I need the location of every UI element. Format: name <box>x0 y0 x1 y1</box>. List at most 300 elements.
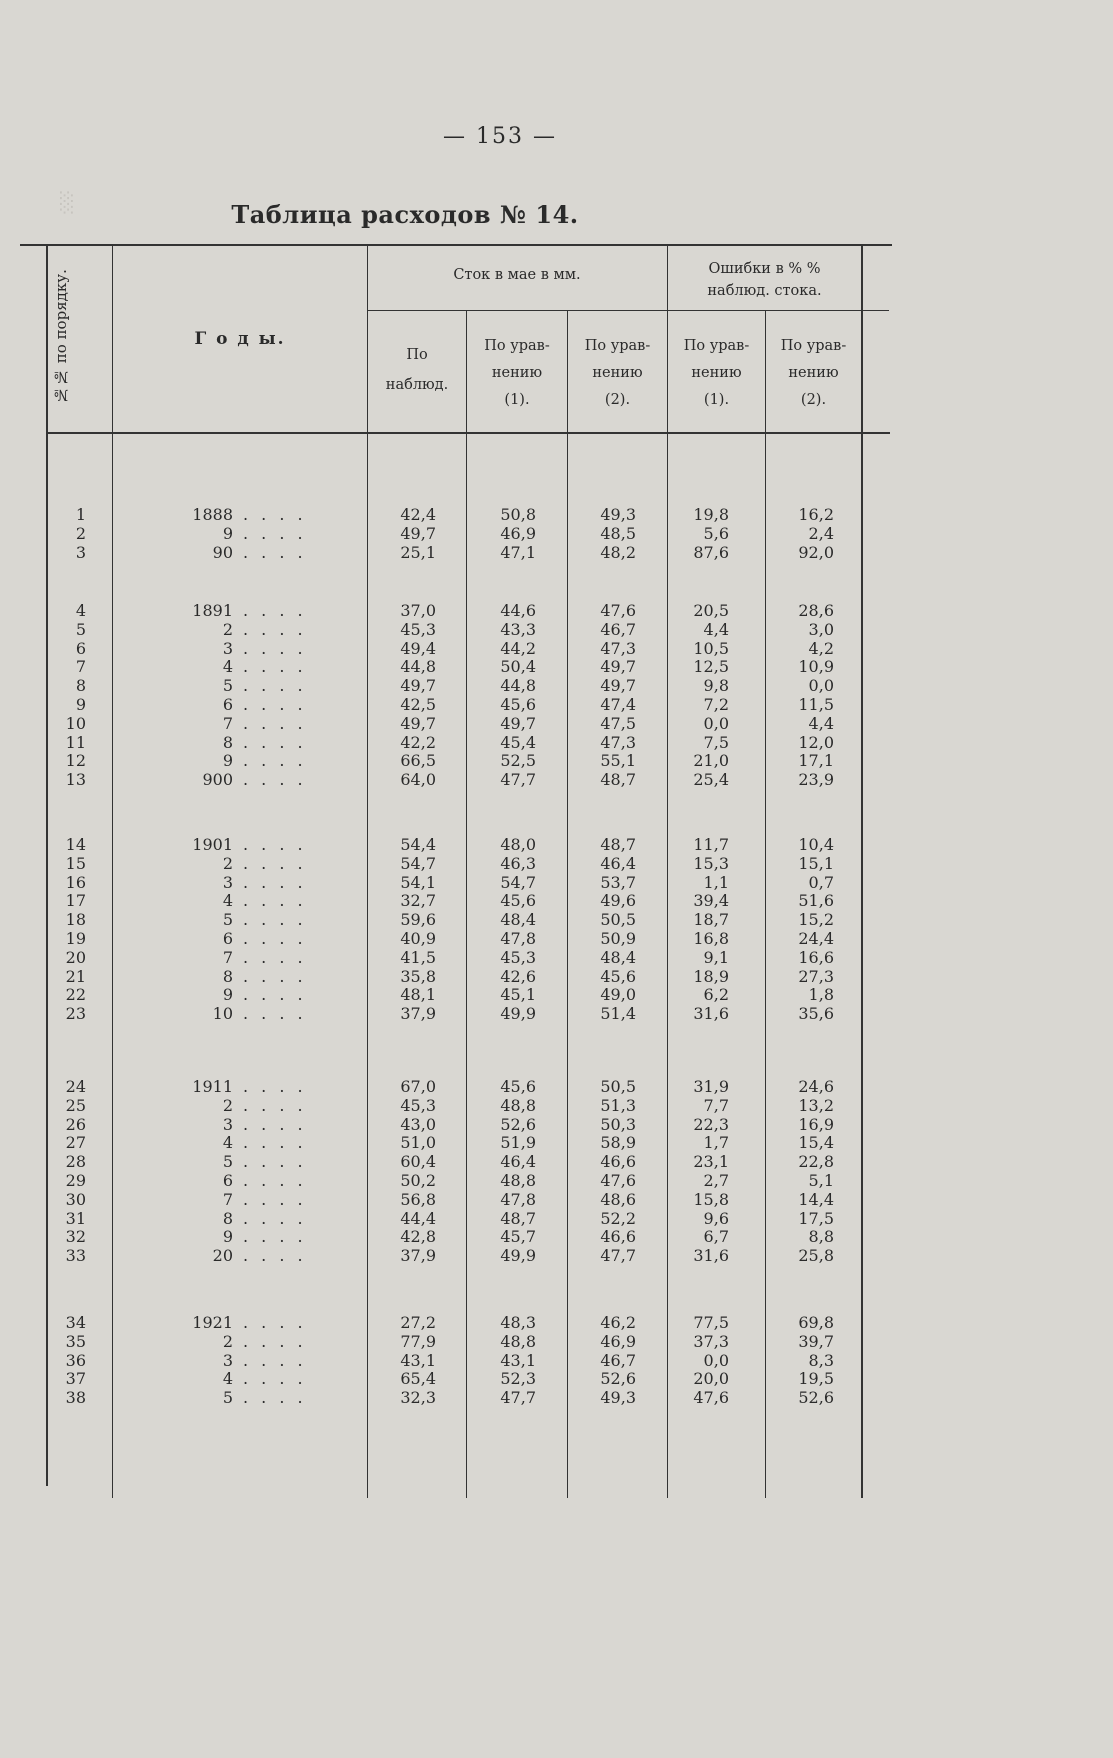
eq1-error-cell: 31,9 <box>693 1077 729 1096</box>
col-divider-eq2 <box>567 310 568 1498</box>
observed-runoff-cell: 41,5 <box>400 947 436 967</box>
row-number-cell: 10 <box>65 713 86 733</box>
eq1-runoff-cell: 47,7 <box>500 770 536 790</box>
leader-dots: . . . . <box>243 676 307 696</box>
eq1-error-cell: 7,5 <box>703 732 729 752</box>
eq1-error-cell: 15,8 <box>693 1189 729 1209</box>
observed-runoff-cell: 27,2 <box>400 1313 436 1332</box>
eq2-error-cell: 11,5 <box>798 695 834 714</box>
row-number-cell: 24 <box>65 1077 86 1096</box>
year-cell: 8 <box>222 732 233 752</box>
row-number-cell: 15 <box>65 853 86 873</box>
eq2-runoff-cell: 48,4 <box>600 947 636 967</box>
eq2-error-cell: 25,8 <box>798 1246 834 1266</box>
eq1-runoff-cell: 47,8 <box>500 929 536 948</box>
eq1-error-cell: 0,0 <box>703 713 729 733</box>
year-cell: 1911 <box>192 1077 233 1096</box>
eq1-error-cell: 87,6 <box>693 542 729 562</box>
eq1-runoff-cell: 50,4 <box>500 657 536 677</box>
eq2-error-cell: 0,0 <box>808 676 834 696</box>
eq1-runoff-cell: 45,6 <box>500 891 536 911</box>
eq1-runoff-cell: 46,3 <box>500 853 536 873</box>
eq2-runoff-cell: 46,7 <box>600 1350 636 1370</box>
eq1-header-3: (1). <box>504 392 530 408</box>
year-cell: 9 <box>222 523 233 543</box>
row-number-cell: 38 <box>65 1388 86 1408</box>
eq1-runoff-cell: 49,9 <box>500 1246 536 1266</box>
row-number-cell: 7 <box>75 657 86 677</box>
row-number-cell: 9 <box>75 695 86 714</box>
eq1-error-cell: 16,8 <box>693 929 729 948</box>
eq1-error-cell: 22,3 <box>693 1114 729 1134</box>
eq2-error-cell: 17,5 <box>798 1208 834 1228</box>
eq2-error-cell: 8,3 <box>808 1350 834 1370</box>
eq2-runoff-cell: 47,6 <box>600 1171 636 1190</box>
eq2-error-cell: 14,4 <box>798 1189 834 1209</box>
subheader-rule <box>368 310 889 311</box>
observed-runoff-cell: 42,5 <box>400 695 436 714</box>
eq2-error-cell: 39,7 <box>798 1331 834 1351</box>
leader-dots: . . . . <box>243 985 307 1005</box>
eq1-error-cell: 18,7 <box>693 910 729 930</box>
eq2-error-cell: 22,8 <box>798 1152 834 1172</box>
eq2-runoff-cell: 49,3 <box>600 505 636 524</box>
eq2-runoff-cell: 49,6 <box>600 891 636 911</box>
row-number-cell: 16 <box>65 872 86 892</box>
col-divider-err2 <box>765 310 766 1498</box>
eq1-runoff-cell: 48,4 <box>500 910 536 930</box>
eq1-error-cell: 15,3 <box>693 853 729 873</box>
eq2-error-cell: 10,9 <box>798 657 834 677</box>
observed-runoff-cell: 54,4 <box>400 835 436 854</box>
leader-dots: . . . . <box>243 1004 307 1024</box>
observed-runoff-cell: 59,6 <box>400 910 436 930</box>
eq2-error-cell: 17,1 <box>798 751 834 771</box>
leader-dots: . . . . <box>243 770 307 790</box>
eq2-error-cell: 12,0 <box>798 732 834 752</box>
leader-dots: . . . . <box>243 1369 307 1389</box>
row-number-cell: 20 <box>65 947 86 967</box>
eq1-error-cell: 7,2 <box>703 695 729 714</box>
leader-dots: . . . . <box>243 695 307 714</box>
row-number-cell: 17 <box>65 891 86 911</box>
observed-runoff-cell: 43,1 <box>400 1350 436 1370</box>
eq1-runoff-cell: 49,9 <box>500 1004 536 1024</box>
eq1-runoff-cell: 45,1 <box>500 985 536 1005</box>
year-cell: 5 <box>222 910 233 930</box>
obs-header-2: наблюд. <box>385 377 449 393</box>
eq2-error-cell: 16,6 <box>798 947 834 967</box>
observed-runoff-cell: 67,0 <box>400 1077 436 1096</box>
leader-dots: . . . . <box>243 891 307 911</box>
eq2-runoff-cell: 51,4 <box>600 1004 636 1024</box>
eq2-runoff-cell: 46,6 <box>600 1152 636 1172</box>
eq1-error-cell: 23,1 <box>693 1152 729 1172</box>
year-cell: 6 <box>222 695 233 714</box>
observed-runoff-cell: 32,7 <box>400 891 436 911</box>
eq1-runoff-cell: 52,5 <box>500 751 536 771</box>
eq2-runoff-cell: 47,7 <box>600 1246 636 1266</box>
eq1-error-cell: 39,4 <box>693 891 729 911</box>
row-number-cell: 21 <box>65 966 86 986</box>
row-number-cell: 26 <box>65 1114 86 1134</box>
eq2-runoff-cell: 49,3 <box>600 1388 636 1408</box>
err2-header-3: (2). <box>800 392 827 408</box>
year-cell: 3 <box>222 1350 233 1370</box>
err2-header-1: По урав- <box>780 338 847 354</box>
eq1-runoff-cell: 45,4 <box>500 732 536 752</box>
row-number-cell: 13 <box>65 770 86 790</box>
year-cell: 4 <box>222 1133 233 1153</box>
leader-dots: . . . . <box>243 1388 307 1408</box>
year-cell: 4 <box>222 657 233 677</box>
eq1-runoff-cell: 43,3 <box>500 619 536 639</box>
year-cell: 9 <box>222 1227 233 1247</box>
year-cell: 4 <box>222 891 233 911</box>
col-divider-year <box>112 246 113 1498</box>
eq2-error-cell: 28,6 <box>798 601 834 620</box>
observed-runoff-cell: 66,5 <box>400 751 436 771</box>
eq2-error-cell: 8,8 <box>808 1227 834 1247</box>
observed-runoff-cell: 25,1 <box>400 542 436 562</box>
observed-runoff-cell: 64,0 <box>400 770 436 790</box>
year-cell: 3 <box>222 1114 233 1134</box>
leader-dots: . . . . <box>243 1077 307 1096</box>
observed-runoff-cell: 45,3 <box>400 619 436 639</box>
row-number-cell: 5 <box>75 619 86 639</box>
row-number-cell: 25 <box>65 1095 86 1115</box>
eq2-runoff-cell: 47,6 <box>600 601 636 620</box>
observed-runoff-cell: 42,4 <box>400 505 436 524</box>
eq2-error-cell: 52,6 <box>798 1388 834 1408</box>
row-number-cell: 32 <box>65 1227 86 1247</box>
eq2-runoff-cell: 49,7 <box>600 657 636 677</box>
leader-dots: . . . . <box>243 947 307 967</box>
leader-dots: . . . . <box>243 1208 307 1228</box>
eq2-runoff-cell: 52,2 <box>600 1208 636 1228</box>
eq2-runoff-cell: 47,4 <box>600 695 636 714</box>
err1-header-3: (1). <box>703 392 730 408</box>
year-cell: 7 <box>222 947 233 967</box>
eq1-error-cell: 2,7 <box>703 1171 729 1190</box>
eq1-error-cell: 11,7 <box>693 835 729 854</box>
eq1-error-cell: 77,5 <box>693 1313 729 1332</box>
row-number-cell: 31 <box>65 1208 86 1228</box>
leader-dots: . . . . <box>243 619 307 639</box>
eq2-header-3: (2). <box>604 392 631 408</box>
eq1-runoff-cell: 44,6 <box>500 601 536 620</box>
eq2-runoff-cell: 58,9 <box>600 1133 636 1153</box>
table-right-border <box>861 246 863 1498</box>
eq2-runoff-cell: 53,7 <box>600 872 636 892</box>
leader-dots: . . . . <box>243 1189 307 1209</box>
err2-header-2: нению <box>788 365 839 381</box>
eq2-runoff-cell: 46,2 <box>600 1313 636 1332</box>
eq2-error-cell: 1,8 <box>808 985 834 1005</box>
year-cell: 6 <box>222 1171 233 1190</box>
year-cell: 9 <box>222 985 233 1005</box>
leader-dots: . . . . <box>243 1114 307 1134</box>
eq2-error-cell: 35,6 <box>798 1004 834 1024</box>
eq2-runoff-cell: 48,6 <box>600 1189 636 1209</box>
year-cell: 2 <box>222 1331 233 1351</box>
row-number-cell: 27 <box>65 1133 86 1153</box>
eq2-runoff-cell: 52,6 <box>600 1369 636 1389</box>
eq2-error-cell: 24,6 <box>798 1077 834 1096</box>
eq2-error-cell: 69,8 <box>798 1313 834 1332</box>
eq2-header-2: нению <box>592 365 643 381</box>
eq2-runoff-cell: 50,5 <box>600 1077 636 1096</box>
row-number-cell: 8 <box>75 676 86 696</box>
observed-runoff-cell: 48,1 <box>400 985 436 1005</box>
eq2-error-cell: 24,4 <box>798 929 834 948</box>
row-number-cell: 3 <box>75 542 86 562</box>
year-cell: 5 <box>222 1388 233 1408</box>
eq1-header-2: нению <box>491 365 543 381</box>
year-cell: 3 <box>222 638 233 658</box>
eq1-runoff-cell: 52,6 <box>500 1114 536 1134</box>
eq1-runoff-cell: 48,8 <box>500 1171 536 1190</box>
observed-runoff-cell: 49,7 <box>400 713 436 733</box>
year-header: Г о д ы. <box>194 329 286 349</box>
leader-dots: . . . . <box>243 657 307 677</box>
table-title: Таблица расходов № 14. <box>231 200 579 229</box>
eq2-error-cell: 13,2 <box>798 1095 834 1115</box>
eq1-error-cell: 0,0 <box>703 1350 729 1370</box>
observed-runoff-cell: 60,4 <box>400 1152 436 1172</box>
year-cell: 1901 <box>192 835 233 854</box>
row-number-cell: 37 <box>65 1369 86 1389</box>
eq1-error-cell: 7,7 <box>703 1095 729 1115</box>
year-cell: 3 <box>222 872 233 892</box>
row-number-cell: 12 <box>65 751 86 771</box>
eq2-error-cell: 15,2 <box>798 910 834 930</box>
eq2-runoff-cell: 45,6 <box>600 966 636 986</box>
year-cell: 2 <box>222 619 233 639</box>
eq1-runoff-cell: 51,9 <box>500 1133 536 1153</box>
eq1-runoff-cell: 50,8 <box>500 505 536 524</box>
observed-runoff-cell: 43,0 <box>400 1114 436 1134</box>
eq1-runoff-cell: 48,8 <box>500 1331 536 1351</box>
eq1-header-1: По урав- <box>484 338 550 354</box>
eq1-runoff-cell: 45,6 <box>500 1077 536 1096</box>
eq1-runoff-cell: 45,7 <box>500 1227 536 1247</box>
leader-dots: . . . . <box>243 966 307 986</box>
col-divider-eq1 <box>466 310 467 1498</box>
eq1-error-cell: 18,9 <box>693 966 729 986</box>
year-cell: 1921 <box>192 1313 233 1332</box>
eq2-error-cell: 0,7 <box>808 872 834 892</box>
eq2-runoff-cell: 48,7 <box>600 770 636 790</box>
leader-dots: . . . . <box>243 872 307 892</box>
eq2-runoff-cell: 47,3 <box>600 732 636 752</box>
row-number-cell: 2 <box>75 523 86 543</box>
eq1-error-cell: 25,4 <box>693 770 729 790</box>
observed-runoff-cell: 44,8 <box>400 657 436 677</box>
eq2-runoff-cell: 55,1 <box>600 751 636 771</box>
rownum-header: №№ по порядку. <box>52 269 70 405</box>
eq2-error-cell: 15,1 <box>798 853 834 873</box>
year-cell: 1891 <box>192 601 233 620</box>
eq1-error-cell: 19,8 <box>693 505 729 524</box>
eq2-error-cell: 27,3 <box>798 966 834 986</box>
row-number-cell: 18 <box>65 910 86 930</box>
observed-runoff-cell: 54,7 <box>400 853 436 873</box>
eq2-runoff-cell: 50,5 <box>600 910 636 930</box>
eq1-error-cell: 6,7 <box>703 1227 729 1247</box>
eq1-error-cell: 20,0 <box>693 1369 729 1389</box>
year-cell: 10 <box>212 1004 233 1024</box>
observed-runoff-cell: 49,7 <box>400 676 436 696</box>
eq1-runoff-cell: 54,7 <box>500 872 536 892</box>
runoff-group-header: Сток в мае в мм. <box>453 267 581 283</box>
row-number-cell: 30 <box>65 1189 86 1209</box>
leader-dots: . . . . <box>243 1227 307 1247</box>
leader-dots: . . . . <box>243 713 307 733</box>
year-cell: 7 <box>222 1189 233 1209</box>
top-rule <box>20 244 892 246</box>
leader-dots: . . . . <box>243 1331 307 1351</box>
eq2-error-cell: 5,1 <box>808 1171 834 1190</box>
leader-dots: . . . . <box>243 1350 307 1370</box>
eq1-error-cell: 1,7 <box>703 1133 729 1153</box>
eq2-error-cell: 15,4 <box>798 1133 834 1153</box>
year-cell: 20 <box>212 1246 233 1266</box>
col-divider-err <box>667 246 668 1498</box>
year-cell: 2 <box>222 1095 233 1115</box>
observed-runoff-cell: 51,0 <box>400 1133 436 1153</box>
observed-runoff-cell: 44,4 <box>400 1208 436 1228</box>
eq1-runoff-cell: 48,7 <box>500 1208 536 1228</box>
year-cell: 8 <box>222 1208 233 1228</box>
eq1-runoff-cell: 42,6 <box>500 966 536 986</box>
eq2-runoff-cell: 46,7 <box>600 619 636 639</box>
eq2-header-1: По урав- <box>584 338 651 354</box>
eq2-error-cell: 51,6 <box>798 891 834 911</box>
leader-dots: . . . . <box>243 505 307 524</box>
row-number-cell: 29 <box>65 1171 86 1190</box>
eq1-error-cell: 9,6 <box>703 1208 729 1228</box>
row-number-cell: 11 <box>65 732 86 752</box>
leader-dots: . . . . <box>243 1133 307 1153</box>
year-cell: 2 <box>222 853 233 873</box>
observed-runoff-cell: 50,2 <box>400 1171 436 1190</box>
observed-runoff-cell: 37,9 <box>400 1246 436 1266</box>
observed-runoff-cell: 42,2 <box>400 732 436 752</box>
row-number-cell: 28 <box>65 1152 86 1172</box>
row-number-cell: 22 <box>65 985 86 1005</box>
eq1-runoff-cell: 45,3 <box>500 947 536 967</box>
eq2-runoff-cell: 51,3 <box>600 1095 636 1115</box>
observed-runoff-cell: 49,4 <box>400 638 436 658</box>
row-number-cell: 14 <box>65 835 86 854</box>
eq2-error-cell: 92,0 <box>798 542 834 562</box>
err1-header-2: нению <box>691 365 742 381</box>
table-left-border <box>46 246 48 1486</box>
year-cell: 9 <box>222 751 233 771</box>
row-number-cell: 4 <box>75 601 86 620</box>
eq1-error-cell: 5,6 <box>703 523 729 543</box>
row-number-cell: 6 <box>75 638 86 658</box>
eq1-error-cell: 31,6 <box>693 1246 729 1266</box>
leader-dots: . . . . <box>243 601 307 620</box>
year-cell: 1888 <box>192 505 233 524</box>
eq1-error-cell: 21,0 <box>693 751 729 771</box>
year-cell: 900 <box>202 770 233 790</box>
eq1-runoff-cell: 49,7 <box>500 713 536 733</box>
observed-runoff-cell: 42,8 <box>400 1227 436 1247</box>
eq1-runoff-cell: 47,7 <box>500 1388 536 1408</box>
eq2-error-cell: 19,5 <box>798 1369 834 1389</box>
observed-runoff-cell: 45,3 <box>400 1095 436 1115</box>
err1-header-1: По урав- <box>683 338 750 354</box>
eq1-runoff-cell: 52,3 <box>500 1369 536 1389</box>
observed-runoff-cell: 40,9 <box>400 929 436 948</box>
eq2-runoff-cell: 48,2 <box>600 542 636 562</box>
errors-group-header-1: Ошибки в % % <box>708 261 821 277</box>
eq1-error-cell: 31,6 <box>693 1004 729 1024</box>
eq2-error-cell: 4,2 <box>808 638 834 658</box>
leader-dots: . . . . <box>243 1313 307 1332</box>
eq1-runoff-cell: 45,6 <box>500 695 536 714</box>
eq2-runoff-cell: 46,9 <box>600 1331 636 1351</box>
observed-runoff-cell: 56,8 <box>400 1189 436 1209</box>
year-cell: 90 <box>212 542 233 562</box>
leader-dots: . . . . <box>243 542 307 562</box>
eq1-runoff-cell: 44,2 <box>500 638 536 658</box>
leader-dots: . . . . <box>243 1152 307 1172</box>
header-bottom-rule <box>48 432 890 434</box>
year-cell: 5 <box>222 676 233 696</box>
eq1-runoff-cell: 48,8 <box>500 1095 536 1115</box>
observed-runoff-cell: 37,9 <box>400 1004 436 1024</box>
leader-dots: . . . . <box>243 1095 307 1115</box>
leader-dots: . . . . <box>243 910 307 930</box>
col-divider-obs <box>367 246 368 1498</box>
leader-dots: . . . . <box>243 523 307 543</box>
eq2-runoff-cell: 46,4 <box>600 853 636 873</box>
eq2-error-cell: 4,4 <box>808 713 834 733</box>
eq2-error-cell: 16,9 <box>798 1114 834 1134</box>
eq1-error-cell: 9,8 <box>703 676 729 696</box>
eq2-runoff-cell: 46,6 <box>600 1227 636 1247</box>
row-number-cell: 35 <box>65 1331 86 1351</box>
eq1-error-cell: 20,5 <box>693 601 729 620</box>
eq1-runoff-cell: 46,9 <box>500 523 536 543</box>
page-number: — 153 — <box>443 124 557 149</box>
year-cell: 6 <box>222 929 233 948</box>
errors-group-header-2: наблюд. стока. <box>707 283 822 299</box>
eq1-error-cell: 1,1 <box>703 872 729 892</box>
eq1-error-cell: 37,3 <box>693 1331 729 1351</box>
eq1-error-cell: 10,5 <box>693 638 729 658</box>
eq1-error-cell: 9,1 <box>703 947 729 967</box>
row-number-cell: 33 <box>65 1246 86 1266</box>
eq1-runoff-cell: 47,8 <box>500 1189 536 1209</box>
observed-runoff-cell: 37,0 <box>400 601 436 620</box>
eq1-runoff-cell: 43,1 <box>500 1350 536 1370</box>
eq1-error-cell: 47,6 <box>693 1388 729 1408</box>
observed-runoff-cell: 49,7 <box>400 523 436 543</box>
eq1-error-cell: 6,2 <box>703 985 729 1005</box>
eq2-runoff-cell: 50,3 <box>600 1114 636 1134</box>
observed-runoff-cell: 35,8 <box>400 966 436 986</box>
row-number-cell: 23 <box>65 1004 86 1024</box>
eq2-runoff-cell: 47,3 <box>600 638 636 658</box>
eq2-error-cell: 3,0 <box>808 619 834 639</box>
show-through-text: ░ <box>60 192 75 214</box>
leader-dots: . . . . <box>243 835 307 854</box>
